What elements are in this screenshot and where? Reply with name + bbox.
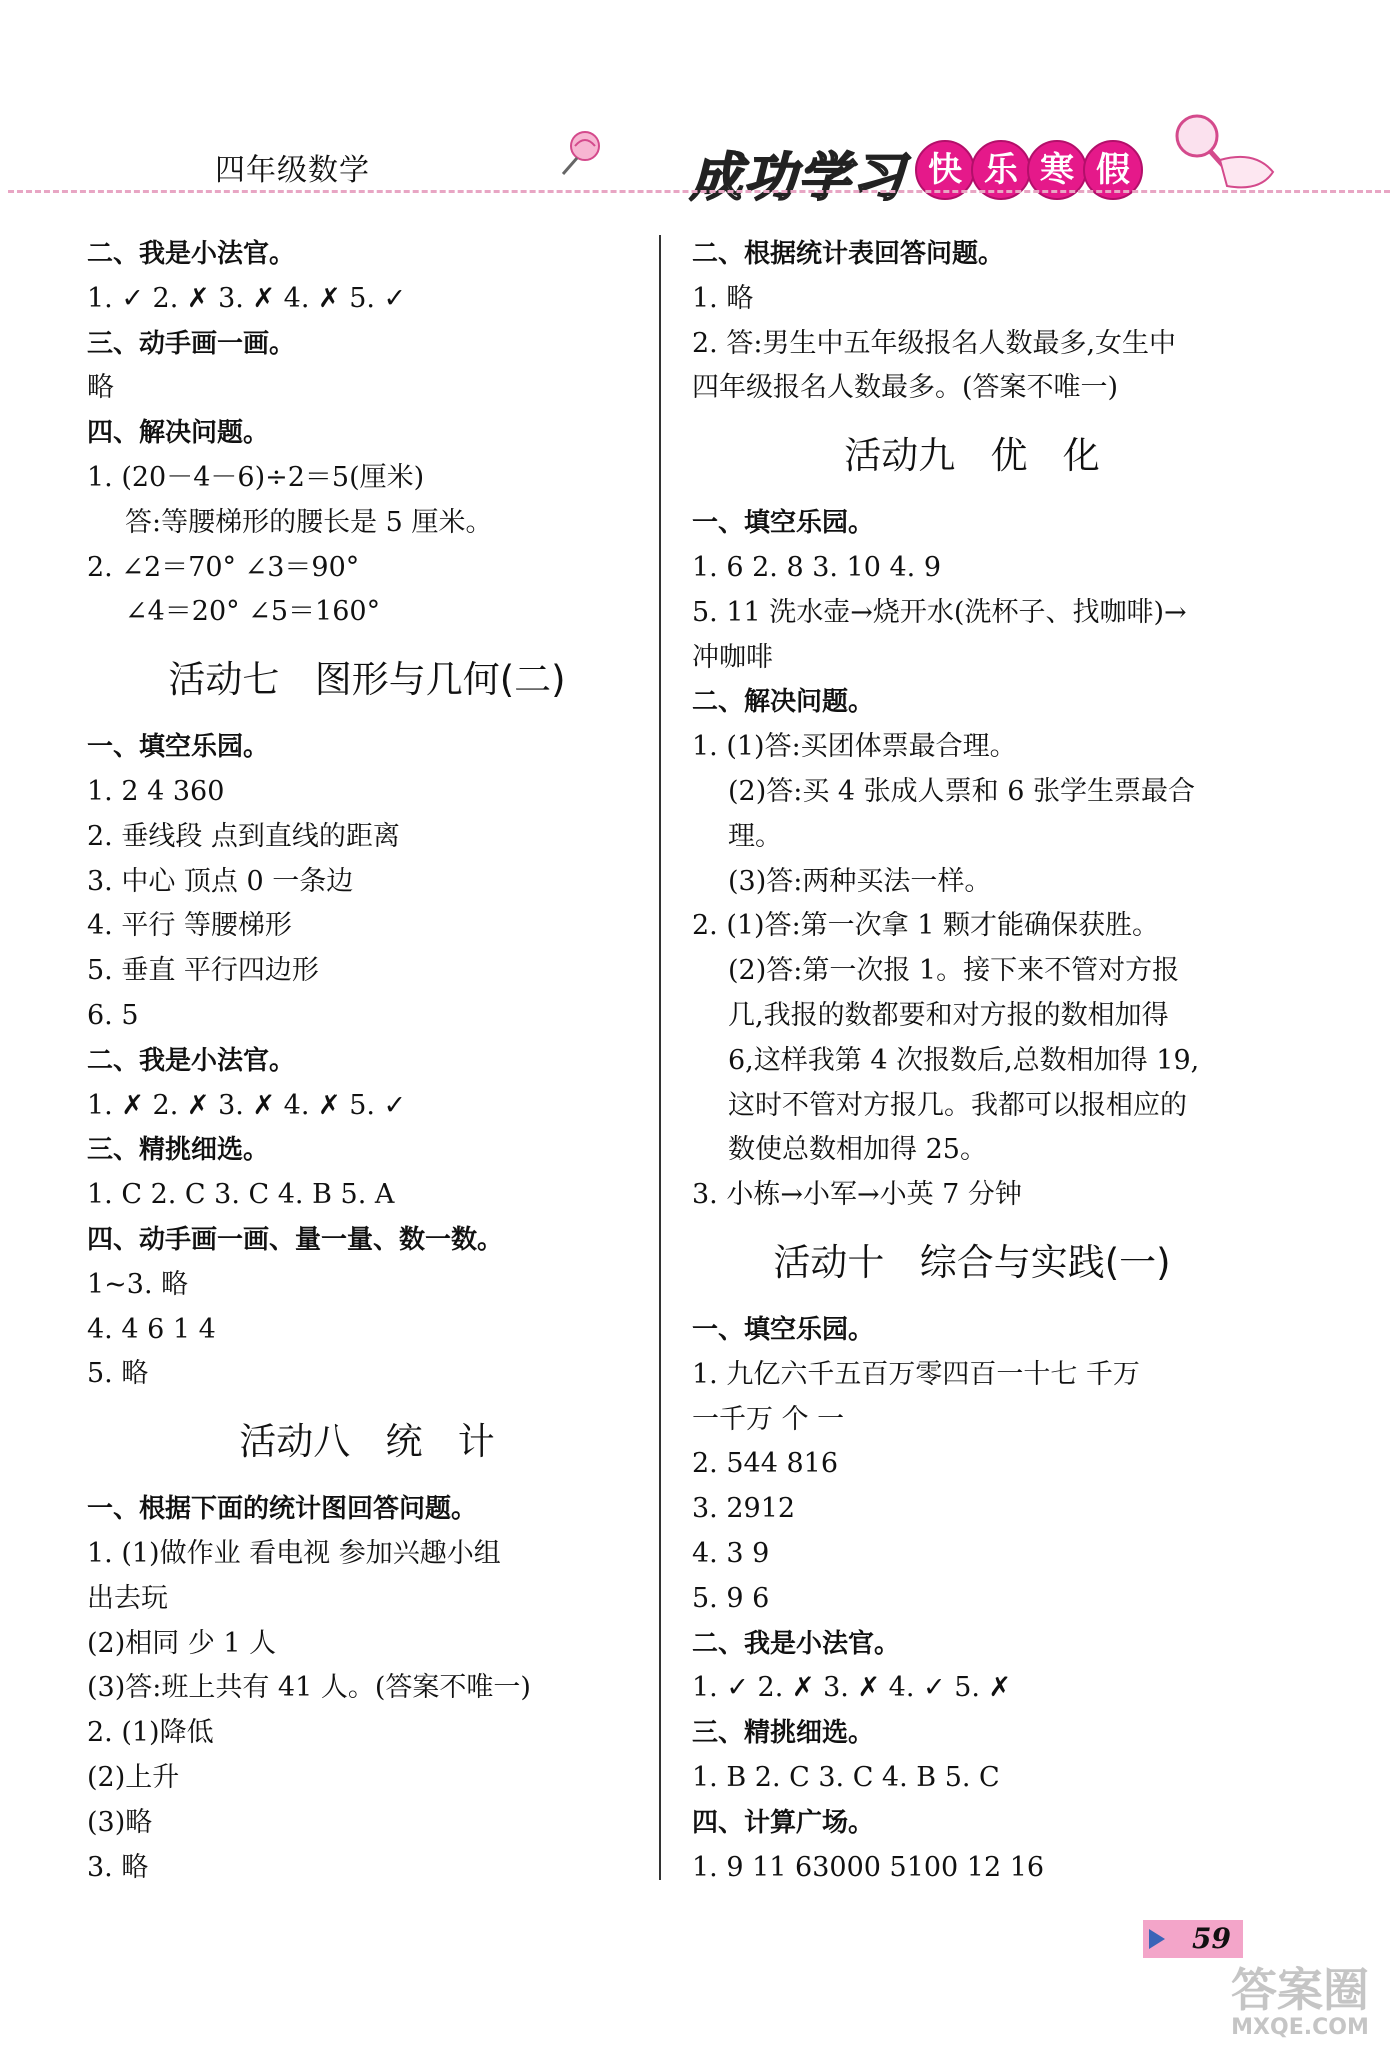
answer-line: 1~3. 略: [87, 1268, 189, 1300]
answer-line: 5. 垂直 平行四边形: [87, 955, 319, 987]
question-heading: 一、填空乐园。: [87, 732, 270, 763]
grade-label: 四年级数学: [215, 153, 370, 188]
watermark: [1215, 1965, 1385, 2041]
question-heading: 四、动手画一画、量一量、数一数。: [87, 1224, 504, 1255]
section-title: 活动七 图形与几何(二): [168, 658, 566, 702]
answer-line: 5. 11 洗水壶→烧开水(洗杯子、找咖啡)→: [692, 596, 1187, 628]
answer-line: 1. 9 11 63000 5100 12 16: [692, 1851, 1045, 1883]
answer-line: 2. 544 816: [692, 1448, 838, 1480]
answer-line: 略: [87, 372, 114, 404]
answer-line: 2. ∠2＝70° ∠3＝90°: [87, 551, 360, 583]
answer-line: 5. 略: [87, 1358, 149, 1390]
slogan-char: 快: [915, 140, 975, 200]
question-heading: 一、根据下面的统计图回答问题。: [87, 1494, 478, 1525]
section-title: 活动十 综合与实践(一): [773, 1240, 1171, 1284]
question-heading: 三、精挑细选。: [692, 1718, 875, 1749]
answer-line: 3. 略: [87, 1851, 149, 1883]
answer-line: 理。: [728, 820, 782, 852]
question-heading: 二、我是小法官。: [87, 239, 296, 269]
answer-line: 1. (1)答:买团体票最合理。: [692, 731, 1017, 763]
left-column: [87, 232, 647, 1890]
answer-line: 3. 中心 顶点 0 一条边: [87, 865, 354, 897]
page-header: [0, 0, 1390, 208]
answer-line: 2. (1)答:第一次拿 1 颗才能确保获胜。: [692, 910, 1160, 942]
page-number: 59: [1192, 1922, 1231, 1955]
question-heading: 二、我是小法官。: [87, 1045, 296, 1076]
answer-line: (2)答:买 4 张成人票和 6 张学生票最合: [728, 775, 1196, 807]
question-heading: 二、我是小法官。: [692, 1628, 901, 1659]
answer-line: 3. 2912: [692, 1493, 796, 1525]
magnifier-deco-icon: [1165, 110, 1280, 195]
answer-line: 1. ✓ 2. ✗ 3. ✗ 4. ✓ 5. ✗: [692, 1672, 1012, 1704]
question-heading: 一、填空乐园。: [692, 1314, 875, 1345]
question-heading: 一、填空乐园。: [692, 508, 875, 539]
answer-line: 4. 3 9: [692, 1537, 770, 1569]
answer-line: 2. (1)降低: [87, 1717, 214, 1749]
answer-line: 1. C 2. C 3. C 4. B 5. A: [87, 1179, 395, 1211]
answer-line: 5. 9 6: [692, 1582, 770, 1614]
answer-line: 数使总数相加得 25。: [728, 1134, 987, 1166]
answer-line: 6,这样我第 4 次报数后,总数相加得 19,: [728, 1044, 1200, 1076]
brand-title: 成功学习: [690, 148, 907, 208]
answer-line: 出去玩: [87, 1582, 168, 1614]
answer-line: (2)上升: [87, 1761, 180, 1793]
answer-line: (2)相同 少 1 人: [87, 1627, 277, 1659]
answer-line: 1. 2 4 360: [87, 775, 225, 807]
answer-line: (3)略: [87, 1806, 153, 1838]
section-title: 活动九 优 化: [844, 434, 1100, 478]
answer-line: 1. 6 2. 8 3. 10 4. 9: [692, 551, 942, 583]
slogan-char: 寒: [1027, 140, 1087, 200]
watermark-sub: MXQE.COM: [1231, 2015, 1369, 2040]
question-heading: 三、精挑细选。: [87, 1135, 270, 1166]
answer-line: 1. (20－4－6)÷2＝5(厘米): [87, 461, 425, 493]
answer-line: 4. 4 6 1 4: [87, 1313, 216, 1345]
answer-line: 1. 九亿六千五百万零四百一十七 千万: [692, 1358, 1140, 1390]
question-heading: 四、解决问题。: [87, 418, 270, 449]
header-divider: [8, 190, 1390, 193]
page-number-badge: [1143, 1920, 1243, 1958]
answer-line: 答:等腰梯形的腰长是 5 厘米。: [125, 506, 493, 538]
answer-line: 一千万 个 一: [692, 1403, 845, 1435]
slogan-char: 假: [1083, 140, 1143, 200]
question-heading: 四、计算广场。: [692, 1807, 875, 1838]
answer-line: 这时不管对方报几。我都可以报相应的: [728, 1089, 1187, 1121]
question-heading: 三、动手画一画。: [87, 328, 296, 359]
answer-line: ∠4＝20° ∠5＝160°: [125, 596, 381, 628]
answer-line: 6. 5: [87, 999, 139, 1031]
right-column: [692, 232, 1252, 1890]
slogan-char: 乐: [971, 140, 1031, 200]
page-arrow-icon: [1149, 1929, 1165, 1949]
answer-line: 四年级报名人数最多。(答案不唯一): [692, 372, 1119, 404]
answer-line: (2)答:第一次报 1。接下来不管对方报: [728, 955, 1180, 987]
answer-line: 2. 答:男生中五年级报名人数最多,女生中: [692, 327, 1177, 359]
answer-line: 3. 小栋→小军→小英 7 分钟: [692, 1179, 1022, 1211]
answer-line: 2. 垂线段 点到直线的距离: [87, 820, 400, 852]
section-title: 活动八 统 计: [239, 1420, 495, 1464]
answer-line: 1. (1)做作业 看电视 参加兴趣小组: [87, 1537, 501, 1569]
answer-line: 1. B 2. C 3. C 4. B 5. C: [692, 1761, 1000, 1793]
answer-line: 1. 略: [692, 282, 754, 314]
watermark-main: 答案圈: [1231, 1963, 1369, 2017]
column-divider: [659, 235, 661, 1880]
answer-line: (3)答:两种买法一样。: [728, 865, 992, 897]
answer-line: 1. ✗ 2. ✗ 3. ✗ 4. ✗ 5. ✓: [87, 1089, 407, 1121]
answer-line: 4. 平行 等腰梯形: [87, 910, 292, 942]
question-heading: 二、解决问题。: [692, 687, 875, 718]
lollipop-icon: [555, 128, 610, 178]
answer-line: (3)答:班上共有 41 人。(答案不唯一): [87, 1672, 531, 1704]
question-heading: 二、根据统计表回答问题。: [692, 239, 1005, 269]
answer-line: 冲咖啡: [692, 641, 773, 673]
answer-line: 几,我报的数都要和对方报的数相加得: [728, 999, 1169, 1031]
answer-line: 1. ✓ 2. ✗ 3. ✗ 4. ✗ 5. ✓: [87, 282, 407, 314]
